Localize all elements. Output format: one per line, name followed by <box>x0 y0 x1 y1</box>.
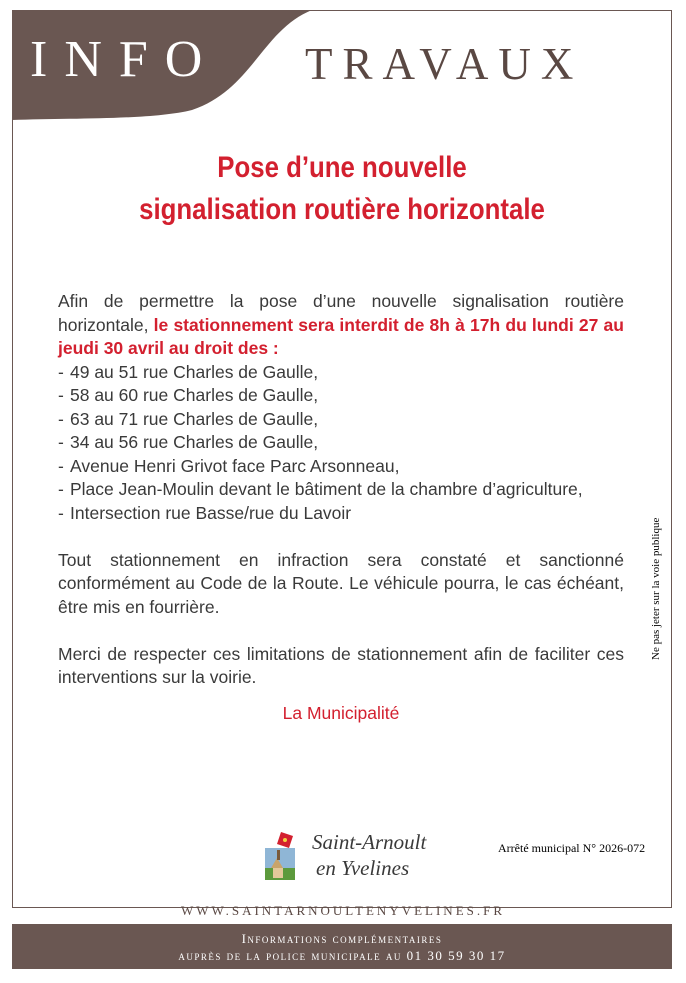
sanction-paragraph: Tout stationnement en infraction sera constaté et sanctionné conformément au Code de la Route. Le véhicule pourra, le cas échéant, être mis en fourrière. <box>58 549 624 617</box>
footer-line-2: auprès de la police municipale au 01 30 59 30 17 <box>178 948 506 963</box>
list-item: - 63 au 71 rue Charles de Gaulle, <box>58 408 319 429</box>
list-item: - 49 au 51 rue Charles de Gaulle, <box>58 361 319 382</box>
header-travaux-word: TRAVAUX <box>305 39 584 89</box>
town-logo-icon <box>263 830 307 882</box>
footer-line-1: Informations complémentaires <box>241 931 443 946</box>
list-item: - 58 au 60 rue Charles de Gaulle, <box>58 385 319 405</box>
intro-plain: Afin de permettre la pose d’une nouvelle signalisation routière horizontale, <box>58 291 624 335</box>
logo-line-1: Saint-Arnoult <box>312 830 427 854</box>
page-title <box>65 147 619 231</box>
thanks-paragraph: Merci de respecter ces limitations de stationnement afin de faciliter ces interventions sur la voirie. <box>58 643 624 687</box>
logo-line-2: en Yvelines <box>316 856 410 880</box>
intro-highlight: le stationnement sera interdit de 8h à 17h du lundi 27 au jeudi 30 avril au droit des : <box>58 314 624 358</box>
footer-bar <box>12 924 672 969</box>
list-item: - Avenue Henri Grivot face Parc Arsonneau, <box>58 455 400 476</box>
side-note: Ne pas jeter sur la voie publique <box>650 517 662 660</box>
website-url[interactable]: WWW.SAINTARNOULTENYVELINES.FR <box>180 903 506 918</box>
arrete-number: Arrêté municipal N° 2026-072 <box>498 841 646 855</box>
list-item: - Place Jean-Moulin devant le bâtiment de la chambre d’agriculture, <box>58 479 583 499</box>
notice-body <box>58 290 624 725</box>
title-line-1: Pose d’une nouvelle <box>217 151 467 184</box>
list-item: - Intersection rue Basse/rue du Lavoir <box>58 502 352 523</box>
intro-paragraph <box>58 290 624 361</box>
address-list <box>58 361 624 526</box>
header-info-word: INFO <box>30 31 220 88</box>
signature: La Municipalité <box>282 702 400 723</box>
title-line-2: signalisation routière horizontale <box>139 193 545 226</box>
list-item: - 34 au 56 rue Charles de Gaulle, <box>58 432 319 452</box>
